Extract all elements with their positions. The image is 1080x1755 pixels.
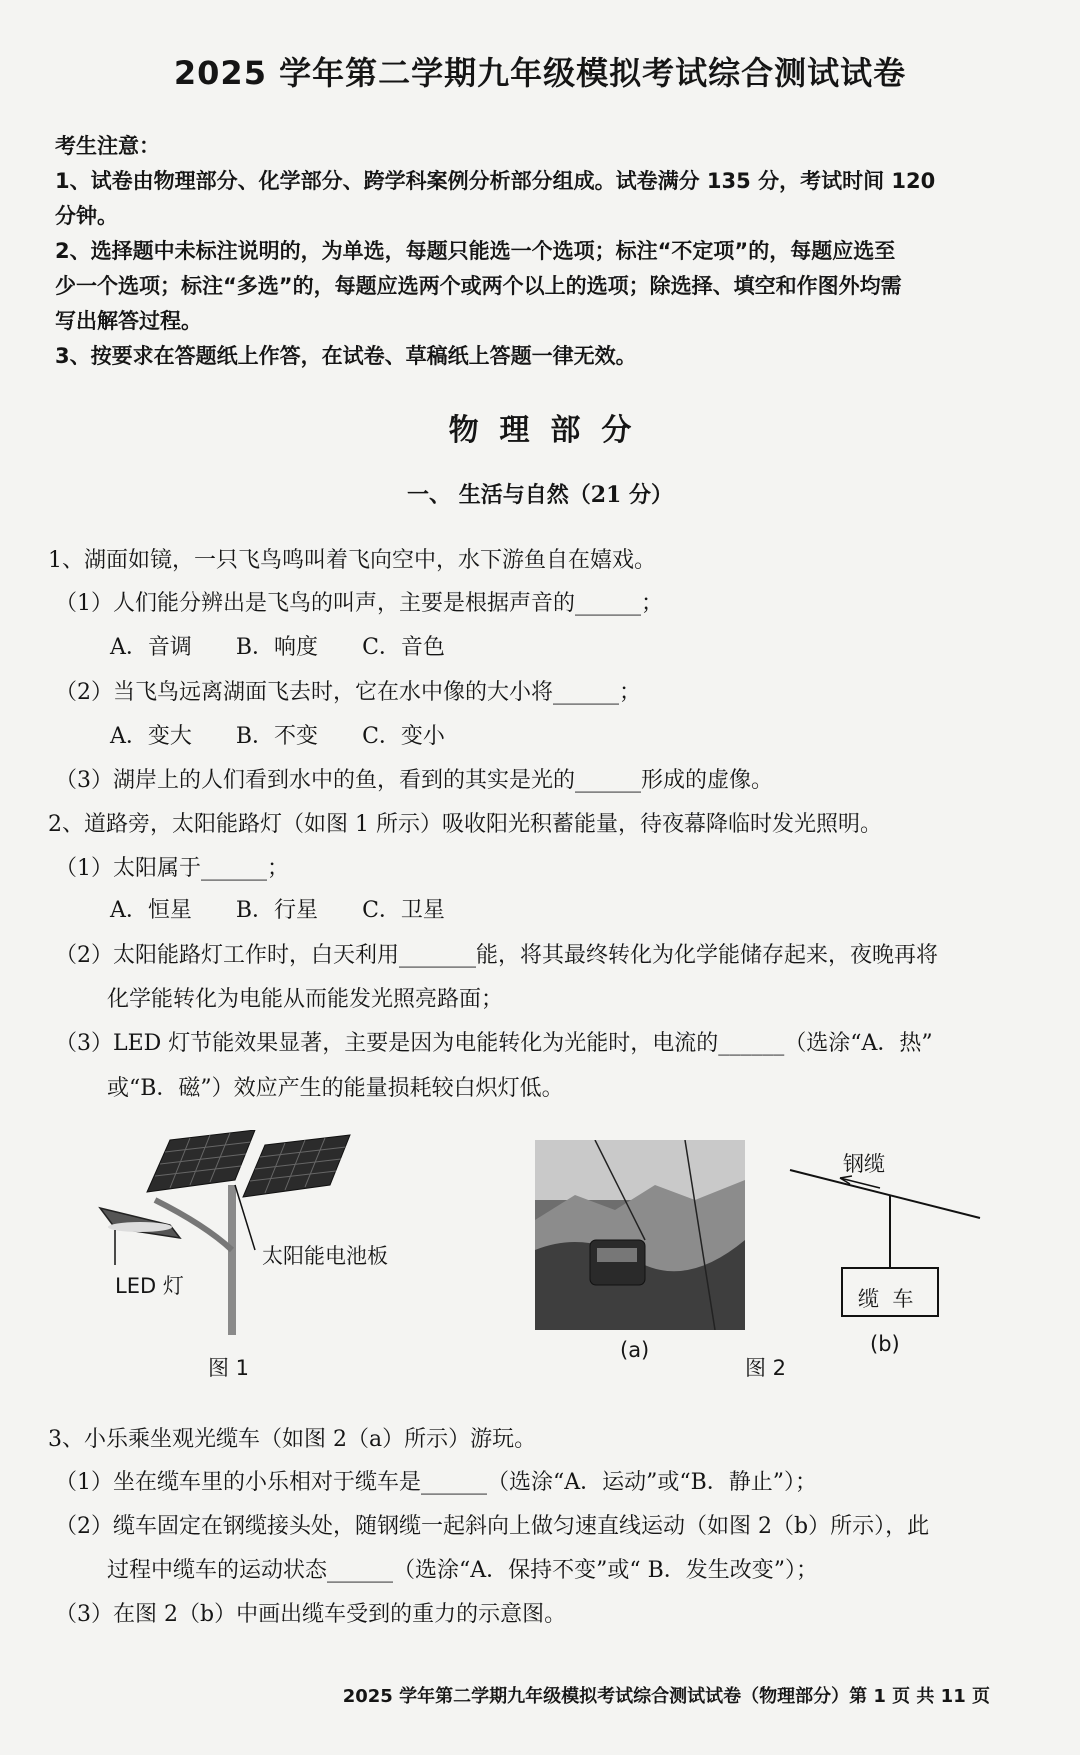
q2-sub2b: 化学能转化为电能从而能发光照亮路面； — [107, 987, 504, 1012]
steel-cable-label: 钢缆 — [843, 1152, 885, 1176]
exam-title: 2025 学年第二学期九年级模拟考试综合测试试卷 — [173, 54, 907, 92]
q1-sub2-option-a: A．变大 — [110, 724, 192, 749]
q3-sub2b: 过程中缆车的运动状态______（选涂“A．保持不变”或“ B．发生改变”）； — [107, 1558, 819, 1583]
q1-sub2-option-c: C．变小 — [362, 724, 445, 749]
q1-sub1: （1）人们能分辨出是飞鸟的叫声，主要是根据声音的______； — [55, 591, 663, 616]
solar-panel-right — [243, 1135, 350, 1197]
notice-item-1a: 1、试卷由物理部分、化学部分、跨学科案例分析部分组成。试卷满分 135 分，考试时间 120 — [55, 169, 936, 193]
figure-2b-label: (b) — [870, 1332, 900, 1356]
notice-item-2b: 少一个选项；标注“多选”的，每题应选两个或两个以上的选项；除选择、填空和作图外均需 — [55, 274, 902, 298]
q2-sub1-option-c: C．卫星 — [362, 898, 445, 923]
q3-sub3: （3）在图 2（b）中画出缆车受到的重力的示意图。 — [55, 1602, 567, 1627]
notice-item-2c: 写出解答过程。 — [55, 309, 202, 333]
q2-sub3a: （3）LED 灯节能效果显著，主要是因为电能转化为光能时，电流的______（选涂“A．热” — [55, 1031, 933, 1056]
q2-sub1-option-b: B．行星 — [235, 898, 319, 923]
q1-sub1-options — [110, 630, 489, 661]
photo-cable-car — [590, 1240, 645, 1285]
solar-panel-left — [147, 1130, 255, 1192]
motion-arrow — [840, 1178, 880, 1188]
lamp-pole — [228, 1185, 236, 1335]
q1-sub2-option-b: B．不变 — [235, 724, 319, 749]
q1-sub1-option-c: C．音色 — [362, 635, 445, 660]
notice-heading: 考生注意： — [55, 134, 160, 158]
q2-sub1-options — [110, 893, 489, 924]
figure-2a-label: (a) — [620, 1338, 650, 1362]
q3-stem: 3、小乐乘坐观光缆车（如图 2（a）所示）游玩。 — [48, 1427, 537, 1452]
steel-cable-line — [790, 1170, 980, 1218]
q2-sub1: （1）太阳属于______； — [55, 856, 289, 881]
page-footer: 2025 学年第二学期九年级模拟考试综合测试试卷（物理部分）第 1 页 共 11 页 — [342, 1686, 990, 1707]
q1-sub2-options — [110, 719, 489, 750]
part-title: 物 理 部 分 — [448, 413, 632, 448]
notice-item-3: 3、按要求在答题纸上作答，在试卷、草稿纸上答题一律无效。 — [55, 344, 637, 368]
q2-sub3b: 或“B．磁”）效应产生的能量损耗较白炽灯低。 — [107, 1076, 564, 1101]
q1-sub1-option-b: B．响度 — [235, 635, 319, 660]
notice-item-1b: 分钟。 — [55, 204, 118, 228]
q1-sub2: （2）当飞鸟远离湖面飞去时，它在水中像的大小将______； — [55, 680, 641, 705]
q2-sub1-option-a: A．恒星 — [110, 898, 192, 923]
photo-cable-car-window — [597, 1248, 637, 1262]
section-heading: 一、 生活与自然（21 分） — [407, 482, 673, 508]
q2-sub2a: （2）太阳能路灯工作时，白天利用_______能，将其最终转化为化学能储存起来，夜晚再将 — [55, 943, 938, 968]
cable-car-label: 缆 车 — [858, 1287, 914, 1311]
q3-sub1: （1）坐在缆车里的小乐相对于缆车是______（选涂“A．运动”或“B．静止”）； — [55, 1470, 818, 1495]
q1-sub3: （3）湖岸上的人们看到水中的鱼，看到的其实是光的______形成的虚像。 — [55, 768, 773, 793]
q1-stem: 1、湖面如镜，一只飞鸟鸣叫着飞向空中，水下游鱼自在嬉戏。 — [48, 548, 656, 573]
notice-item-2a: 2、选择题中未标注说明的，为单选，每题只能选一个选项；标注“不定项”的，每题应选至 — [55, 239, 896, 263]
photo-sky — [535, 1140, 745, 1200]
q3-sub2a: （2）缆车固定在钢缆接头处，随钢缆一起斜向上做匀速直线运动（如图 2（b）所示），此 — [55, 1514, 930, 1539]
led-label: LED 灯 — [115, 1274, 184, 1298]
panel-label: 太阳能电池板 — [262, 1244, 388, 1268]
figure-2a-cable-car-photo — [535, 1140, 745, 1330]
figure-2-caption: 图 2 — [745, 1356, 787, 1380]
led-light — [108, 1222, 172, 1232]
q2-stem: 2、道路旁，太阳能路灯（如图 1 所示）吸收阳光积蓄能量，待夜幕降临时发光照明。 — [48, 812, 882, 837]
q1-sub1-option-a: A．音调 — [110, 635, 192, 660]
figure-1-caption: 图 1 — [208, 1356, 250, 1380]
